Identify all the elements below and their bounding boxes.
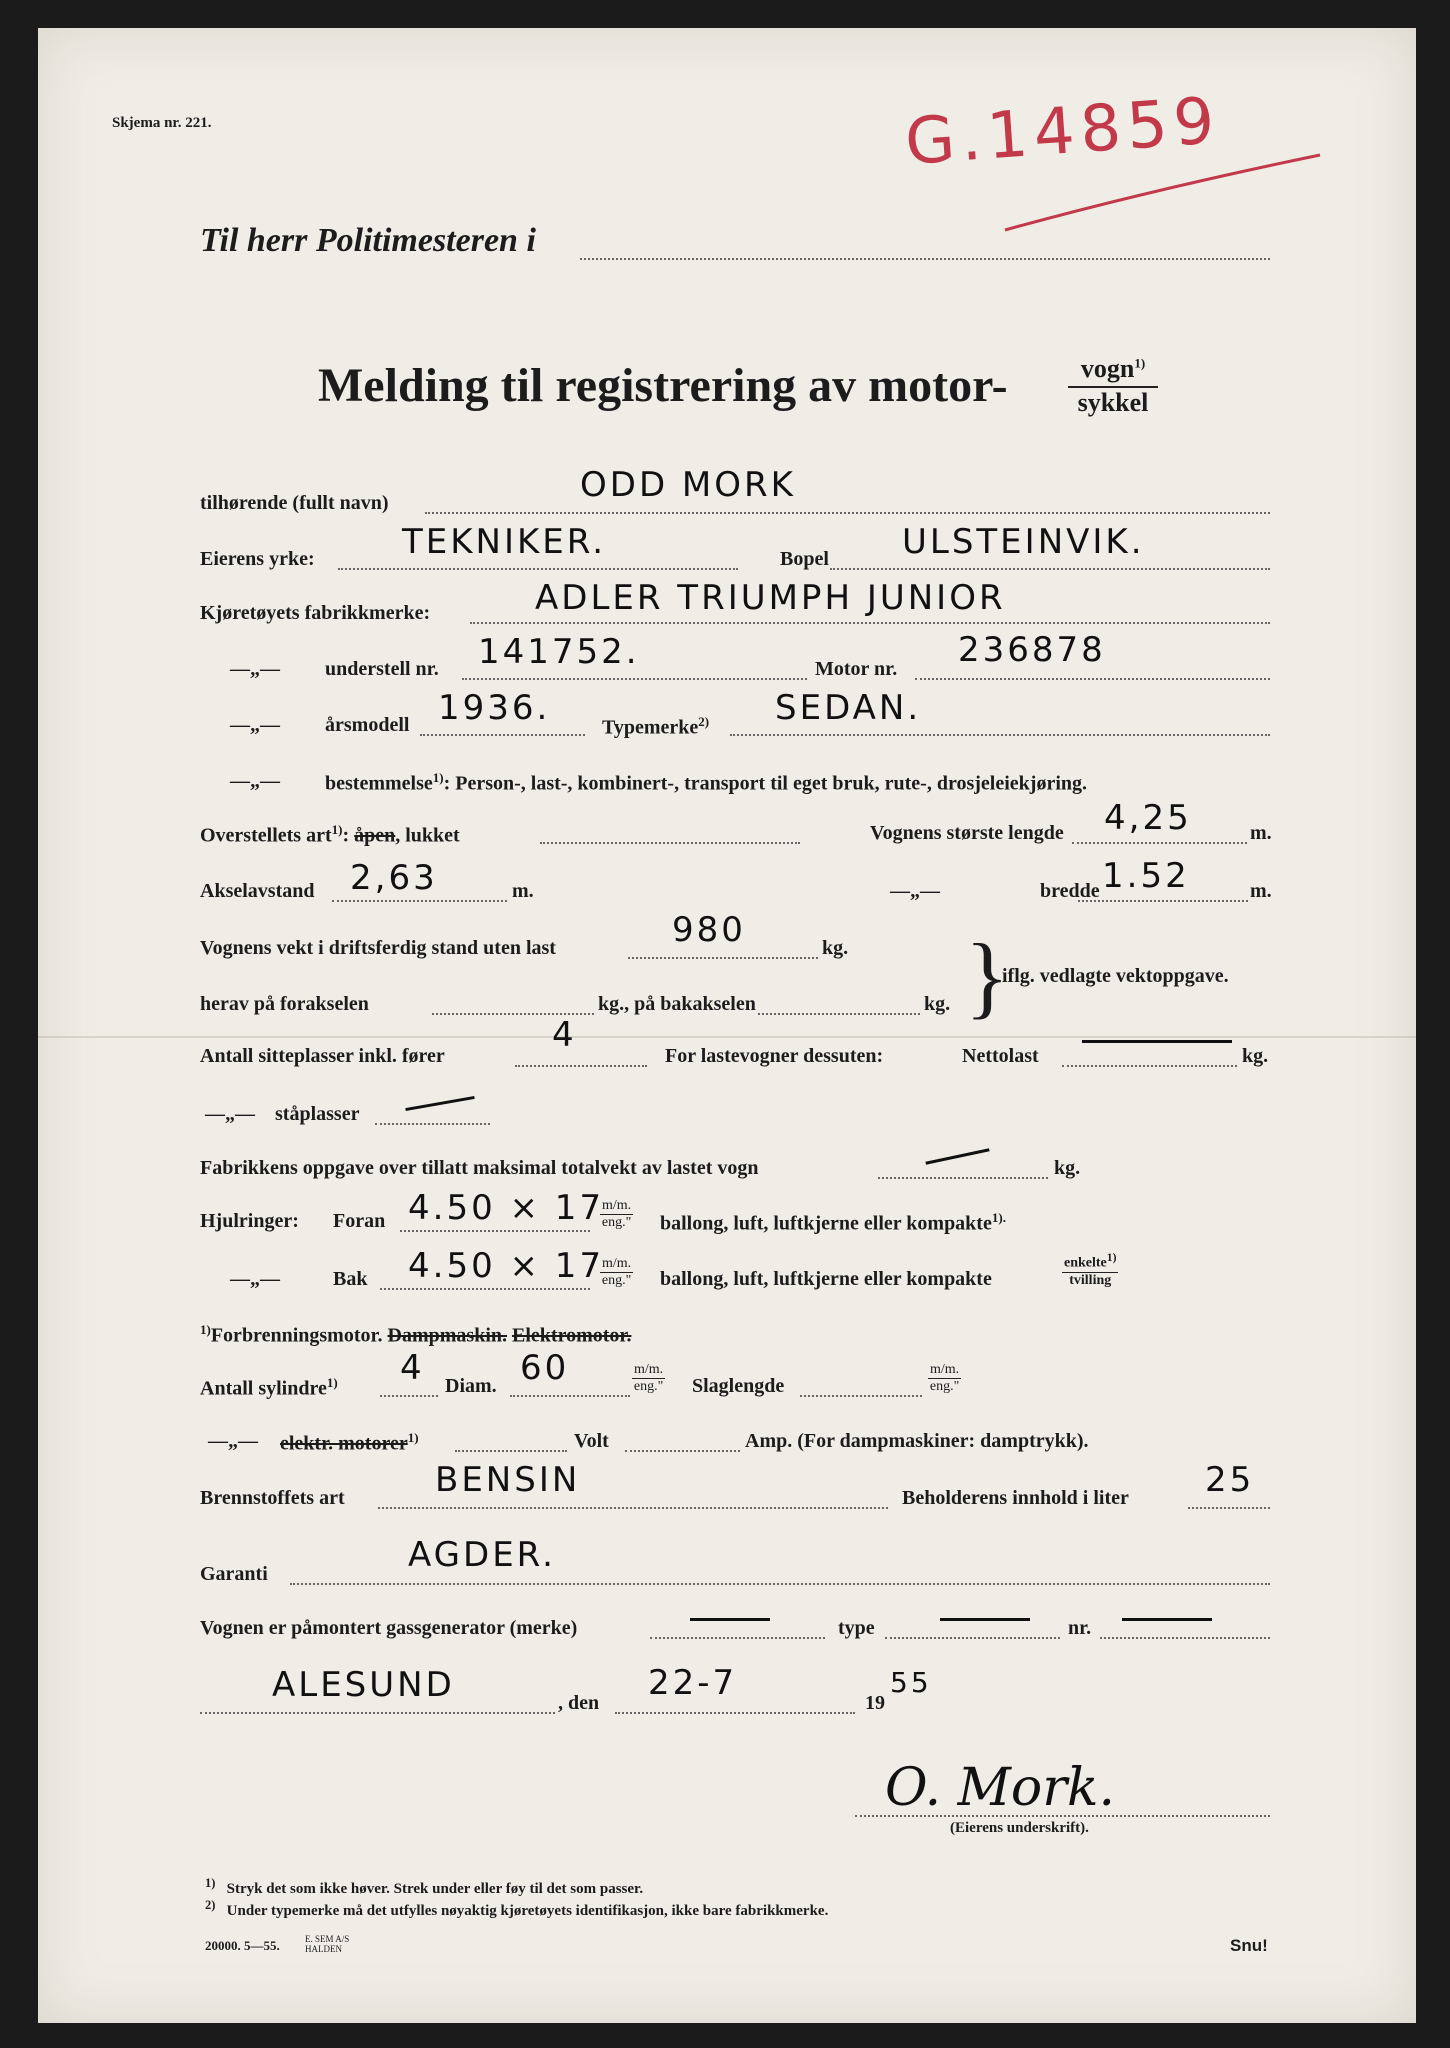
amp-label: Amp. (For dampmaskiner: damptrykk).	[745, 1430, 1089, 1452]
weight-cert: iflg. vedlagte vektoppgave.	[1002, 965, 1229, 987]
stroke-unit-frac	[928, 1362, 961, 1395]
date-label: , den	[558, 1692, 600, 1714]
gas-type-dash	[940, 1618, 1030, 1621]
wheelbase-value: 2,63	[350, 858, 438, 898]
tyres-label: Hjulringer:	[200, 1210, 299, 1232]
owner-value: ODD MORK	[580, 465, 796, 505]
footnote-mark: 1)	[205, 1876, 216, 1890]
cylinders-label	[200, 1375, 338, 1401]
fuel-line	[378, 1507, 888, 1509]
body-line	[540, 842, 800, 844]
fold-line	[38, 1036, 1416, 1038]
front-tyre-types	[660, 1210, 1006, 1236]
gas-nr-line	[1100, 1637, 1270, 1639]
max-weight-unit: kg.	[1054, 1157, 1081, 1179]
chassis-label: understell nr.	[325, 658, 439, 680]
type-line	[730, 734, 1270, 736]
turn-over: Snu!	[1230, 1936, 1268, 1955]
engine-label: Motor nr.	[815, 658, 898, 680]
cylinders-line	[380, 1395, 438, 1397]
front-label: Foran	[333, 1210, 386, 1232]
standing-label: ståplasser	[275, 1103, 360, 1125]
diam-unit-frac	[632, 1362, 665, 1395]
rear-tyre-value: 4.50 × 17	[408, 1246, 605, 1286]
weight-value: 980	[672, 910, 746, 950]
occupation-value: TEKNIKER.	[402, 522, 607, 562]
front-tyre-line	[400, 1230, 590, 1232]
footnote-mark: 2)	[205, 1898, 216, 1912]
cylinders-label-text: Antall sylindre	[200, 1377, 327, 1400]
residence-value: ULSTEINVIK.	[902, 522, 1145, 562]
engine-kind-combustion: Forbrenningsmotor.	[210, 1324, 383, 1347]
ditto-standing: —„—	[205, 1103, 255, 1125]
tyre-types-text: ballong, luft, luftkjerne eller kompakte	[660, 1212, 992, 1235]
width-line	[1078, 900, 1248, 902]
weight-line	[628, 957, 818, 959]
form-title	[318, 358, 1008, 413]
owner-label: tilhørende (fullt navn)	[200, 492, 389, 514]
footnote-ref: 1)	[331, 822, 343, 837]
footnote-ref: 1)	[1106, 1251, 1117, 1264]
body-closed: , lukket	[395, 824, 460, 847]
eng-unit: eng."	[601, 1273, 632, 1288]
signature: O. Mork.	[885, 1758, 1116, 1818]
guarantee-line	[290, 1583, 1270, 1585]
archive-number: G.14859	[902, 84, 1223, 180]
make-label: Kjøretøyets fabrikkmerke:	[200, 602, 431, 624]
engine-line	[915, 678, 1270, 680]
fuel-value: BENSIN	[435, 1460, 581, 1500]
width-unit: m.	[1250, 880, 1272, 902]
mm-unit: m/m.	[634, 1362, 664, 1377]
body-row: Overstellets art$^{1)}$: åpen, lukket	[200, 822, 460, 847]
year-suffix: 55	[890, 1666, 932, 1699]
length-value: 4,25	[1104, 798, 1192, 838]
wheelbase-unit: m.	[512, 880, 534, 902]
lorry-label: For lastevogner dessuten:	[665, 1045, 884, 1067]
footnote-ref: 1).	[991, 1210, 1006, 1225]
type-label-text: Typemerke	[602, 716, 699, 739]
diam-label: Diam.	[445, 1375, 497, 1397]
gas-type-label: type	[838, 1617, 875, 1639]
cylinders-value: 4	[400, 1348, 425, 1388]
seats-label: Antall sitteplasser inkl. fører	[200, 1045, 445, 1067]
footnote-ref: 1)	[200, 1322, 211, 1337]
length-unit: m.	[1250, 822, 1272, 844]
electric-label	[280, 1430, 419, 1456]
purpose-row	[325, 770, 1087, 796]
front-unit-frac	[600, 1198, 633, 1231]
year-line	[420, 734, 585, 736]
diam-line	[510, 1395, 630, 1397]
footnote-ref: 2)	[698, 714, 710, 729]
print-info: 20000. 5—55.	[205, 1938, 280, 1953]
ditto-width: —„—	[890, 880, 940, 902]
place-value: ALESUND	[272, 1665, 455, 1705]
body-open-struck: åpen	[354, 824, 396, 847]
footnote-ref: 1)	[326, 1375, 338, 1390]
tank-label: Beholderens innhold i liter	[902, 1487, 1129, 1509]
gas-nr-dash	[1122, 1618, 1212, 1621]
footnote-ref: 1)	[1134, 355, 1146, 371]
stroke-line	[800, 1395, 922, 1397]
addressee: Til herr Politimesteren i	[200, 222, 536, 259]
length-label: Vognens største lengde	[870, 822, 1064, 844]
eng-unit: eng."	[601, 1215, 632, 1230]
signature-line	[855, 1815, 1270, 1817]
rear-axle-unit: kg.	[924, 993, 951, 1015]
residence-line	[830, 568, 1270, 570]
seats-line	[515, 1065, 647, 1067]
diam-value: 60	[520, 1348, 570, 1388]
ditto-chassis: —„—	[230, 658, 280, 680]
residence-label: Bopel	[780, 548, 829, 570]
owner-line	[425, 512, 1270, 514]
single-twin-frac	[1062, 1250, 1118, 1289]
mm-unit: m/m.	[602, 1198, 632, 1213]
rear-unit-frac	[600, 1256, 633, 1289]
length-line	[1072, 842, 1247, 844]
engine-kind-electric-struck: Elektromotor.	[512, 1324, 632, 1347]
volt-label: Volt	[574, 1430, 609, 1452]
eng-unit: eng."	[929, 1379, 960, 1394]
year-prefix: 19	[865, 1692, 885, 1714]
guarantee-value: AGDER.	[408, 1535, 556, 1575]
footnote-ref: 1)	[432, 770, 444, 785]
year-label: årsmodell	[325, 714, 410, 736]
gas-label: Vognen er påmontert gassgenerator (merke)	[200, 1617, 578, 1639]
engine-value: 236878	[958, 630, 1106, 670]
ditto-year: —„—	[230, 714, 280, 736]
chassis-line	[462, 678, 807, 680]
purpose-options: : Person-, last-, kombinert-, transport til eget bruk, rute-, drosjeleiekjøring.	[443, 772, 1087, 795]
gas-dash	[690, 1618, 770, 1621]
rear-axle-label: kg., på bakakselen	[598, 993, 756, 1015]
title-frac-bottom: sykkel	[1077, 388, 1149, 417]
single-label: enkelte	[1064, 1255, 1107, 1271]
mm-unit: m/m.	[930, 1362, 960, 1377]
body-label: Overstellets art	[200, 824, 332, 847]
footnote-ref: 1)	[407, 1430, 419, 1445]
occupation-label: Eierens yrke:	[200, 548, 315, 570]
footnote-2-text: Under typemerke må det utfylles nøyaktig kjøretøyets identifikasjon, ikke bare fabrikkmerke.	[226, 1903, 829, 1919]
chassis-value: 141752.	[478, 632, 640, 672]
mm-unit: m/m.	[602, 1256, 632, 1271]
electric-line	[455, 1450, 567, 1452]
gas-nr-label: nr.	[1068, 1617, 1092, 1639]
form-number: Skjema nr. 221.	[112, 115, 212, 131]
title-main: Melding til registrering av motor-	[318, 359, 1008, 412]
front-axle-label: herav på forakselen	[200, 993, 369, 1015]
footnote-1	[205, 1876, 643, 1898]
engine-kind-steam-struck: Dampmaskin.	[387, 1324, 508, 1347]
type-value: SEDAN.	[775, 688, 922, 728]
fuel-label: Brennstoffets art	[200, 1487, 345, 1509]
brace: }	[965, 925, 1010, 1027]
standing-line	[375, 1123, 490, 1125]
volt-line	[625, 1450, 740, 1452]
eng-unit: eng."	[633, 1379, 664, 1394]
front-tyre-value: 4.50 × 17	[408, 1188, 605, 1228]
gas-line	[650, 1637, 825, 1639]
net-load-label: Nettolast	[962, 1045, 1039, 1067]
form-paper	[38, 28, 1416, 2023]
signature-label: (Eierens underskrift).	[950, 1820, 1089, 1836]
wheelbase-line	[332, 900, 507, 902]
red-stroke	[1000, 150, 1330, 240]
addressee-line	[580, 258, 1270, 260]
occupation-line	[338, 568, 738, 570]
net-load-unit: kg.	[1242, 1045, 1269, 1067]
stroke-label: Slaglengde	[692, 1375, 785, 1397]
ditto-purpose: —„—	[230, 770, 280, 792]
tank-line	[1188, 1507, 1270, 1509]
weight-label: Vognens vekt i driftsferdig stand uten last	[200, 937, 556, 959]
title-frac-top: vogn	[1080, 354, 1135, 383]
width-label: bredde	[1040, 880, 1100, 902]
rear-tyre-types: ballong, luft, luftkjerne eller kompakte	[660, 1268, 992, 1290]
printer: E. SEM A/S HALDEN	[305, 1934, 350, 1954]
type-label	[602, 714, 709, 740]
footnote-2	[205, 1898, 828, 1920]
seats-value: 4	[552, 1015, 577, 1055]
width-value: 1.52	[1102, 856, 1190, 896]
max-weight-label: Fabrikkens oppgave over tillatt maksimal totalvekt av lastet vogn	[200, 1157, 759, 1179]
year-value: 1936.	[438, 688, 551, 728]
date-value: 22-7	[648, 1663, 738, 1703]
tank-value: 25	[1205, 1460, 1255, 1500]
ditto-electric: —„—	[208, 1430, 258, 1452]
rear-label: Bak	[333, 1268, 368, 1290]
date-line	[615, 1712, 855, 1714]
footnote-1-text: Stryk det som ikke høver. Strek under eller føy til det som passer.	[226, 1881, 644, 1897]
ditto-rear: —„—	[230, 1268, 280, 1290]
place-line	[200, 1712, 555, 1714]
title-fraction	[1068, 354, 1158, 418]
purpose-label: bestemmelse	[325, 772, 433, 795]
electric-label-struck: elektr. motorer	[280, 1432, 408, 1455]
rear-tyre-line	[380, 1288, 590, 1290]
weight-unit: kg.	[822, 937, 849, 959]
make-value: ADLER TRIUMPH JUNIOR	[535, 578, 1006, 618]
guarantee-label: Garanti	[200, 1563, 268, 1585]
gas-type-line	[885, 1637, 1060, 1639]
net-load-dash	[1082, 1040, 1232, 1043]
rear-axle-line	[758, 1013, 920, 1015]
engine-kind-row	[200, 1322, 631, 1348]
max-weight-line	[878, 1177, 1048, 1179]
wheelbase-label: Akselavstand	[200, 880, 315, 902]
twin-label: tvilling	[1069, 1272, 1112, 1288]
make-line	[470, 622, 1270, 624]
net-load-line	[1062, 1065, 1237, 1067]
